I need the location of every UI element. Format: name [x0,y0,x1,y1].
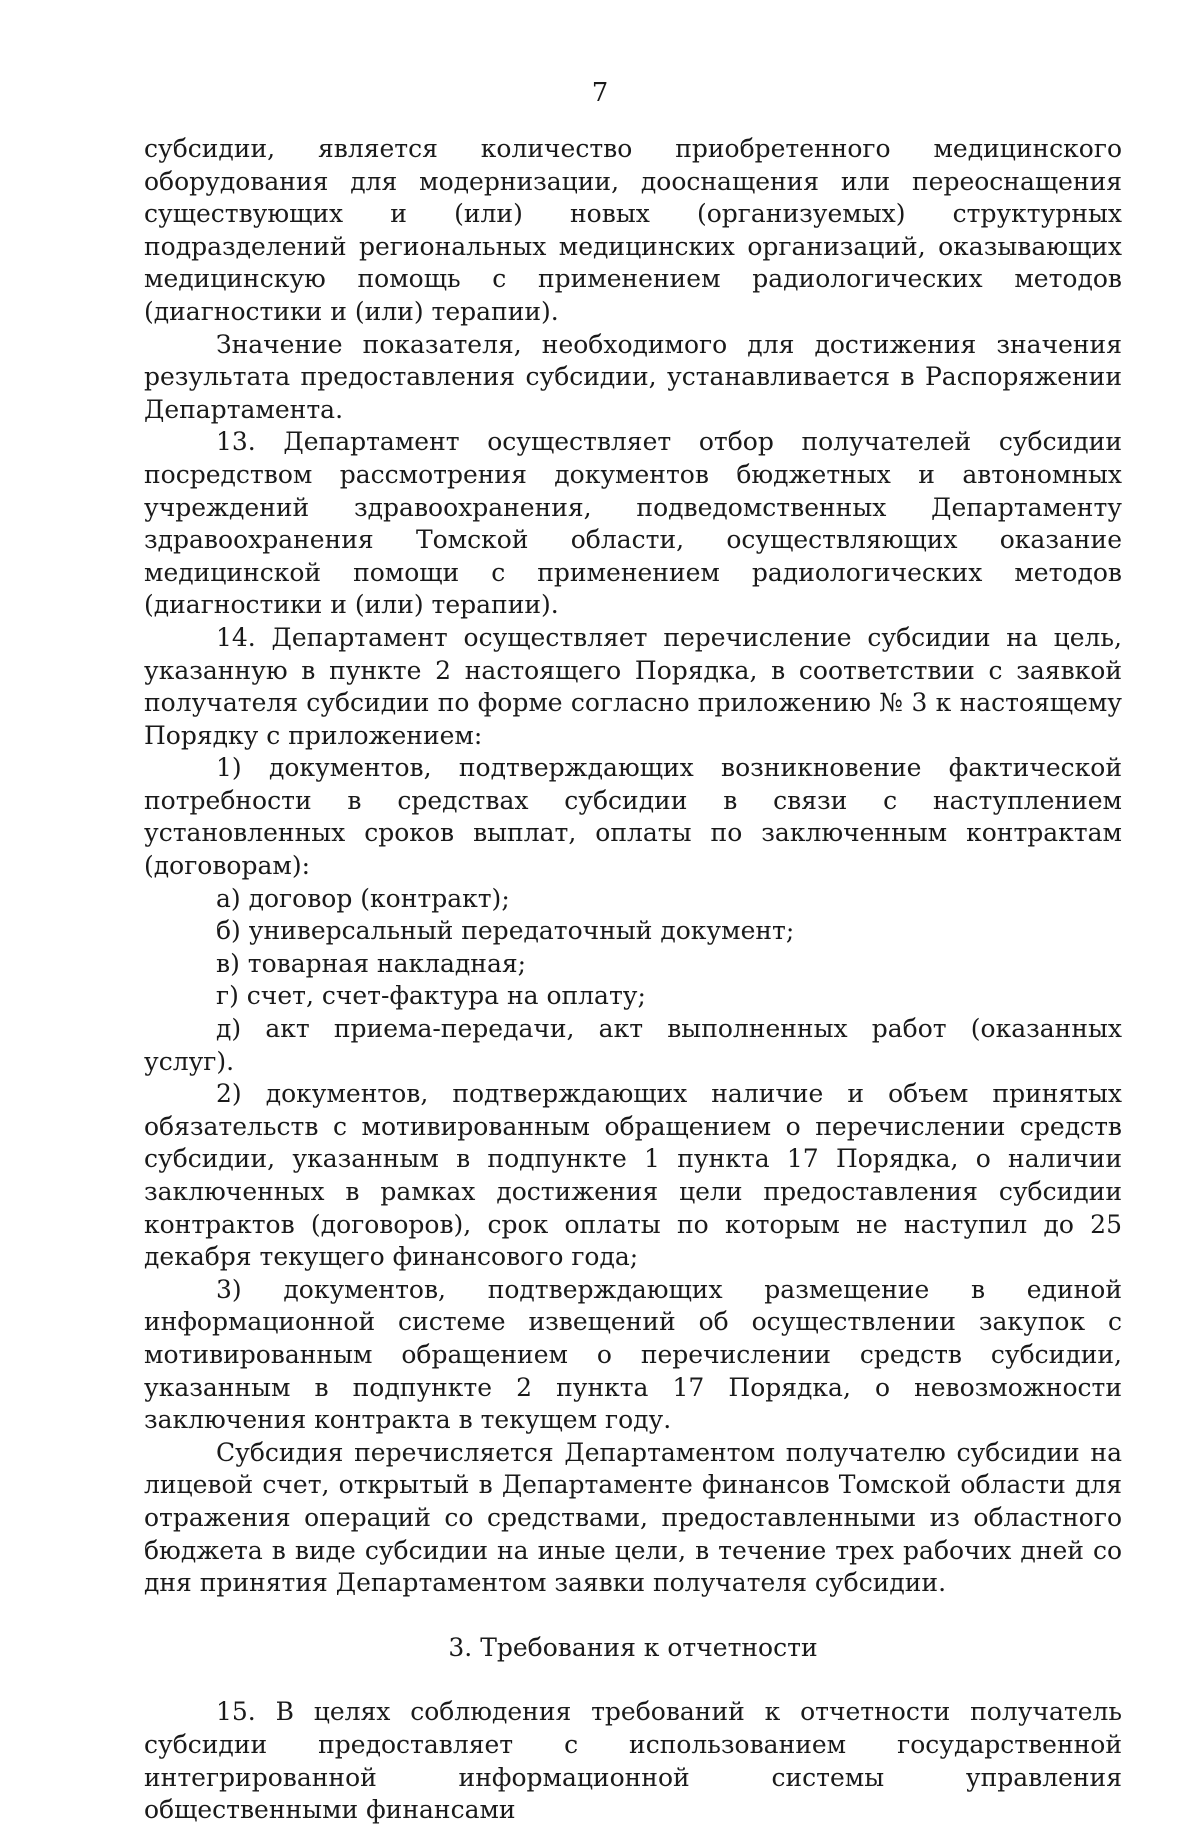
list-item: в) товарная накладная; [216,948,527,978]
paragraph: 14. Департамент осуществляет перечисление субсидии на цель, указанную в пункте 2 настоящего Порядка, в соответствии с заявкой получателя субсидии по форме согласно приложению № 3 к настоящему Порядку с приложением: [144,622,1122,750]
section-heading: 3. Требования к отчетности [448,1632,818,1662]
paragraph: 13. Департамент осуществляет отбор получателей субсидии посредством рассмотрения документов бюджетных и автономных учреждений здравоохранения, подведомственных Департаменту здравоохранения Томской области, осуществляющих оказание медицинской помощи с применением радиологических методов (диагностики и (или) терапии). [144,427,1122,620]
paragraph: 15. В целях соблюдения требований к отчетности получатель субсидии предоставляет с использованием государственной интегрированной информационной системы управления общественными финансами [144,1697,1122,1825]
paragraph: субсидии, является количество приобретенного медицинского оборудования для модернизации, дооснащения или переоснащения существующих и (или) новых (организуемых) структурных подразделений региональных медицинских организаций, оказывающих медицинскую помощь с применением радиологических методов (диагностики и (или) терапии). [144,134,1122,326]
list-item: г) счет, счет-фактура на оплату; [216,981,646,1011]
document-body [144,133,1122,1827]
list-item: а) договор (контракт); [216,883,510,913]
list-item: д) акт приема-передачи, акт выполненных работ (оказанных услуг). [144,1014,1122,1076]
paragraphs-before-heading [144,133,1122,1600]
paragraph: Значение показателя, необходимого для достижения значения результата предоставления субсидии, устанавливается в Распоряжении Департамента. [144,329,1122,424]
page-number: 7 [591,78,609,108]
paragraph: 3) документов, подтверждающих размещение в единой информационной системе извещений об осуществлении закупок с мотивированным обращением о перечислении средств субсидии, указанным в подпункте 2 пункта 17 Порядка, о невозможности заключения контракта в текущем году. [144,1274,1122,1435]
paragraph: Субсидия перечисляется Департаментом получателю субсидии на лицевой счет, открытый в Департаменте финансов Томской области для отражения операций со средствами, предоставленными из областного бюджета в виде субсидии на иные цели, в течение трех рабочих дней со дня принятия Департаментом заявки получателя субсидии. [144,1437,1122,1598]
paragraphs-after-heading [144,1696,1122,1826]
list-item: б) универсальный передаточный документ; [216,916,795,946]
paragraph: 1) документов, подтверждающих возникновение фактической потребности в средствах субсидии в связи с наступлением установленных сроков выплат, оплаты по заключенным контрактам (договорам): [144,753,1122,881]
paragraph: 2) документов, подтверждающих наличие и объем принятых обязательств с мотивированным обращением о перечислении средств субсидии, указанным в подпункте 1 пункта 17 Порядка, о наличии заключенных в рамках достижения цели предоставления субсидии контрактов (договоров), срок оплаты по которым не наступил до 25 декабря текущего финансового года; [144,1079,1122,1272]
